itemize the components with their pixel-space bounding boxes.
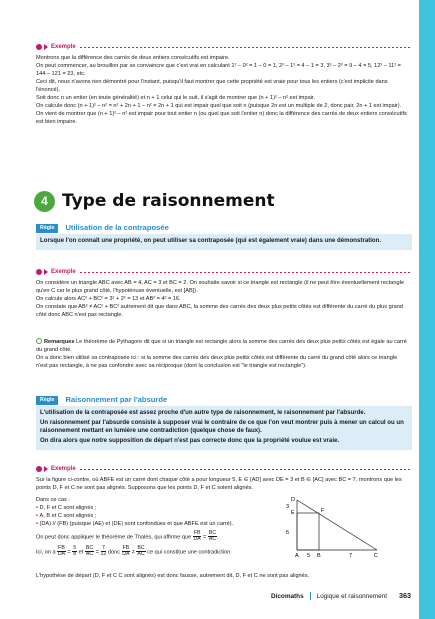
frac-den: AC (208, 536, 217, 543)
label-A: A (295, 553, 299, 558)
ex3-bullet-3: • (DA) // (FB) (puisque (AE) et (DE) sont confondues et que ABFE est un carré). (36, 521, 276, 529)
rule-1-body: Lorsque l'on connaît une propriété, on peut utiliser sa contraposée (qui est également vraie) dans une démonstration. (40, 237, 382, 244)
frac-den: DA (193, 536, 201, 543)
frac-num: BC (85, 544, 94, 551)
example-2-header (36, 268, 410, 277)
page-edge-bar (419, 0, 435, 619)
ex1-p3: Ceci dit, nous n'avons rien démontré pour l'instant, puisqu'il faut montrer que cette propriété est vraie pour tous les entiers (c'est implicite dans l'énoncé). (36, 78, 388, 93)
ex2-p1: On considère un triangle ABC avec AB = 4, AC = 3 et BC = 2. On souhaite savoir si ce triangle est rectangle (il ne peut être éventuellement rectangle qu'en C car le plus grand côté, l'hypoténuse éventuelle, est [AB]). (36, 280, 404, 294)
ex1-p1: Montrons que la différence des carrés de deux entiers consécutifs est impaire. (36, 55, 230, 61)
ex3-p2: Dans ce cas : (36, 497, 70, 503)
rule-2-p3: On dira alors que notre supposition de départ n'est pas correcte donc que la propriété voulue est vraie. (40, 436, 340, 444)
frac-den: AC (85, 551, 94, 558)
ex3-p1: Sur la figure ci-contre, où ABFE est un carré dont chaque côté a pour longueur 5, E ∈ [AD] avec DE = 3 et B ∈ [AC] avec BC = 7, montrons que les points D, F et C ne sont pas alignés. Supposons que les points D, F et C soient alignés. (36, 477, 402, 491)
rule-2-p2: Un raisonnement par l'absurde consiste à supposer vrai le contraire de ce que l'on veut montrer puis à mener un calcul ou un raisonnement mettant en lumière une contradiction (quelque chose de faux). (40, 418, 404, 435)
thales-fraction-fb-da (193, 531, 202, 543)
bullet-dot-icon (36, 466, 42, 472)
frac-num: FB (193, 529, 201, 536)
frac-num: BC (208, 529, 217, 536)
label-C: C (374, 553, 378, 558)
segment-dc (297, 500, 377, 550)
label-B: B (317, 553, 321, 558)
frac-num: 5 (73, 544, 77, 551)
rule-1-box (36, 234, 412, 250)
remark-p1-line (36, 338, 410, 355)
frac-den: DA (57, 551, 66, 558)
et-label: et (78, 549, 84, 556)
example-1-header (36, 43, 410, 52)
ex3-conclusion: L'hypothèse de départ (D, F et C C sont alignés) est donc fausse, autrement dit, D, F et C ne sont pas alignés. (36, 573, 310, 579)
remark-p1: Le théorème de Pythagore dit que si un triangle est rectangle alors la somme des carrés des deux plus petits côtés est égale au carré du grand côté. (36, 339, 407, 353)
remark-label: Remarques (44, 339, 75, 345)
equals-sign: = (95, 549, 99, 556)
dashed-rule (80, 469, 410, 470)
frac-den: AC (137, 551, 145, 558)
ex3-conclusion-block (36, 573, 410, 581)
length-ab: 5 (307, 553, 311, 558)
square-abfe (297, 513, 319, 550)
frac-den: 8 (73, 551, 77, 558)
frac-num: FB (122, 544, 130, 551)
fraction-fb-da (57, 546, 66, 558)
footer-brand: Dicomaths (270, 592, 304, 600)
rule-tag: Règle (36, 396, 58, 406)
bullet-dot-icon (36, 269, 42, 275)
ex3-bullets (36, 505, 276, 529)
remarks-block (36, 338, 410, 371)
section-number-badge: 4 (34, 191, 55, 212)
not-equal-sign: ≠ (131, 549, 135, 556)
fraction-fb-da-2 (122, 546, 131, 558)
geometry-figure (283, 496, 383, 558)
fraction-7-12 (101, 546, 107, 558)
ex2-p2: On calcule alors AC² + BC² = 3² + 2² = 13 et AB² = 4² = 16. (36, 295, 181, 302)
rule-tag: Règle (36, 224, 58, 234)
frac-num: BC (137, 544, 145, 551)
ex1-p2: On peut commencer, au brouillon par se convaincre que c'est vrai en calculant 1² – 0² = 1 – 0 = 1, 2² – 1² = 4 – 1 = 3, 3² – 2² = 9 – 4 = 5, 12² – 11² = 144 – 121 = 23, etc. (36, 62, 401, 77)
example-1-body (36, 55, 410, 126)
bullet-dot-icon (36, 44, 42, 50)
rule-2-p1: L'utilisation de la contraposée est assez proche d'un autre type de raisonnement, le raisonnement par l'absurde. (40, 409, 366, 416)
donc-label: donc (107, 549, 120, 556)
ici-end: ce qui constitue une contradiction. (147, 549, 232, 556)
section-heading (34, 189, 275, 213)
ex1-p6: On vient de montrer que (n + 1)² – n² est impair pour tout entier n (ou quel que soit l'entier n) donc la différence des carrés de deux entiers consécutifs est bien impaire. (36, 110, 407, 125)
footer-separator (310, 592, 311, 600)
ex3-bullet-2: • A, B et C sont alignés ; (36, 513, 276, 521)
rule-2-header (36, 395, 410, 406)
equals-sign: = (67, 549, 71, 556)
dashed-rule (80, 47, 410, 48)
rule-2-box (36, 406, 412, 450)
ex2-p3: On constate que AB² ≠ AC² + BC² autrement dit que dans ABC, la somme des carrés des deux plus petits côtés est différente du carré du plus grand côté donc ABC n'est pas rectangle. (36, 303, 403, 318)
ex1-p5: On calcule donc (n + 1)² – n² = n² + 2n + 1 – n² = 2n + 1 qui est impair quel que soit n (puisque 2n est un multiple de 2, donc pair, 2n + 1 est impair). (36, 102, 402, 109)
remark-circle-icon (36, 338, 42, 344)
thales-fraction-bc-ac (208, 531, 217, 543)
page-number: 363 (399, 591, 411, 600)
frac-num: 7 (101, 544, 105, 551)
rule-1-title: Utilisation de la contraposée (65, 223, 169, 232)
remark-p2: On a donc bien utilisé sa contraposée ici : si la somme des carrés des deux plus petits côtés est différente du carré du grand côté alors ce triangle n'est pas rectangle, à ne pas confondre avec sa réciproque (dont la conclusion est "le triangle est rectangle"). (36, 354, 398, 369)
rule-1-header (36, 223, 410, 234)
fraction-5-8 (72, 546, 77, 558)
arrow-icon (44, 44, 48, 50)
fraction-bc-ac (85, 546, 94, 558)
label-F: F (321, 508, 325, 514)
arrow-icon (44, 269, 48, 275)
dashed-rule (80, 272, 410, 273)
example-label: Exemple (51, 466, 76, 472)
length-ae: 5 (286, 530, 290, 536)
ex1-p4: Soit donc n un entier (en toute généralité) et n + 1 celui qui le suit, il s'agit de montrer que (n + 1)² – n² est impair. (36, 94, 316, 101)
example-3-body (36, 477, 410, 493)
frac-den: DA (122, 551, 130, 558)
length-bc: 7 (349, 553, 353, 558)
example-3-header (36, 465, 410, 474)
frac-den: 12 (100, 551, 107, 558)
frac-num: FB (58, 544, 65, 551)
example-2-body (36, 280, 410, 320)
label-E: E (291, 510, 295, 516)
ici-label: Ici, on a (36, 549, 56, 556)
example-label: Exemple (51, 44, 76, 50)
label-D: D (291, 497, 295, 503)
example-3-left-column (36, 497, 276, 558)
example-label: Exemple (51, 269, 76, 275)
thales-text: On peut donc appliquer le théorème de Thalès, qui affirme que (36, 534, 192, 541)
ex3-bullet-1: • D, F et C sont alignés ; (36, 505, 276, 513)
ex3-thales-line: On peut donc appliquer le théorème de Thalès, qui affirme que $\frac{FB}{DA}$ = $\frac{BC}{AC}$ . (36, 529, 219, 543)
length-de: 3 (286, 504, 290, 510)
rule-2-title: Raisonnement par l'absurde (65, 395, 168, 404)
footer-chapter: Logique et raisonnement (316, 592, 387, 600)
fraction-bc-ac-2 (136, 546, 145, 558)
page-footer (271, 591, 411, 601)
section-title: Type de raisonnement (62, 191, 275, 211)
ex3-ici-line (36, 546, 276, 558)
arrow-icon (44, 466, 48, 472)
equals-sign: = (203, 534, 207, 541)
